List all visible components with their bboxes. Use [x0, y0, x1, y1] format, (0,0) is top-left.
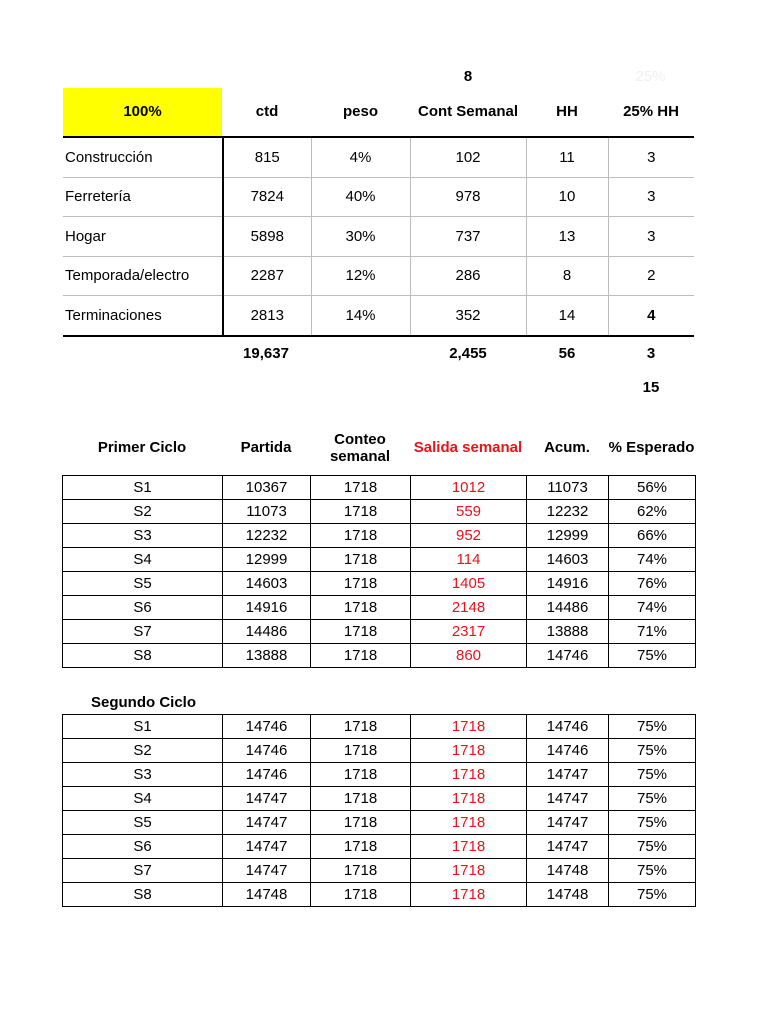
conteo-cell: 1718 — [311, 572, 411, 596]
partida-cell: 13888 — [223, 644, 311, 668]
table-row — [63, 596, 696, 620]
ctd-value: 5898 — [223, 217, 311, 257]
cont-value: 978 — [410, 177, 526, 217]
header-hh: HH — [556, 103, 578, 120]
salida-cell: 2317 — [411, 620, 527, 644]
partida-cell: 14747 — [223, 859, 311, 883]
peso-value: 30% — [311, 217, 410, 257]
segundo-ciclo-table — [62, 714, 696, 907]
hh25-value: 2 — [608, 256, 694, 296]
hh-value: 13 — [526, 217, 608, 257]
salida-cell: 1012 — [411, 476, 527, 500]
acum-cell: 14747 — [527, 787, 609, 811]
week-cell: S6 — [63, 835, 223, 859]
table-row — [63, 883, 696, 907]
week-cell: S1 — [63, 476, 223, 500]
category-row — [63, 296, 694, 336]
week-cell: S6 — [63, 596, 223, 620]
cont-value: 102 — [410, 137, 526, 177]
header-100-percent: 100% — [63, 88, 222, 136]
week-cell: S2 — [63, 739, 223, 763]
category-name: Construcción — [63, 137, 223, 177]
partida-cell: 14916 — [223, 596, 311, 620]
category-row — [63, 217, 694, 257]
hh25-value: 4 — [608, 296, 694, 336]
esperado-cell: 56% — [609, 476, 696, 500]
hh25-value: 3 — [608, 137, 694, 177]
header-cont-semanal: Cont Semanal — [417, 103, 519, 120]
header-primer-ciclo: Primer Ciclo — [97, 439, 187, 456]
acum-cell: 14747 — [527, 811, 609, 835]
ctd-value: 2813 — [223, 296, 311, 336]
table-row — [63, 859, 696, 883]
acum-cell: 14486 — [527, 596, 609, 620]
conteo-cell: 1718 — [311, 476, 411, 500]
hh25-value: 3 — [608, 217, 694, 257]
salida-cell: 2148 — [411, 596, 527, 620]
conteo-cell: 1718 — [311, 524, 411, 548]
week-cell: S4 — [63, 548, 223, 572]
week-cell: S2 — [63, 500, 223, 524]
salida-cell: 114 — [411, 548, 527, 572]
header-25-hh: 25% HH — [623, 103, 679, 120]
category-name: Temporada/electro — [63, 256, 223, 296]
conteo-cell: 1718 — [311, 883, 411, 907]
salida-cell: 1718 — [411, 715, 527, 739]
weeks-value: 8 — [463, 68, 473, 85]
segundo-ciclo-label: Segundo Ciclo — [91, 694, 196, 711]
acum-cell: 14603 — [527, 548, 609, 572]
esperado-cell: 75% — [609, 715, 696, 739]
peso-value: 40% — [311, 177, 410, 217]
esperado-cell: 74% — [609, 548, 696, 572]
cont-value: 737 — [410, 217, 526, 257]
week-cell: S5 — [63, 811, 223, 835]
header-peso: peso — [342, 103, 378, 120]
week-cell: S7 — [63, 859, 223, 883]
esperado-cell: 71% — [609, 620, 696, 644]
table-row — [63, 763, 696, 787]
header-conteo-semanal — [310, 431, 410, 465]
total-25-hh: 3 — [646, 345, 656, 362]
hh-value: 8 — [526, 256, 608, 296]
conteo-cell: 1718 — [311, 763, 411, 787]
partida-cell: 14748 — [223, 883, 311, 907]
category-row — [63, 177, 694, 217]
week-cell: S7 — [63, 620, 223, 644]
total-hh: 56 — [558, 345, 576, 362]
week-cell: S8 — [63, 883, 223, 907]
esperado-cell: 75% — [609, 644, 696, 668]
category-name: Ferretería — [63, 177, 223, 217]
table-row — [63, 524, 696, 548]
category-name: Hogar — [63, 217, 223, 257]
category-row — [63, 256, 694, 296]
partida-cell: 12232 — [223, 524, 311, 548]
partida-cell: 14747 — [223, 835, 311, 859]
partida-cell: 14747 — [223, 811, 311, 835]
partida-cell: 14746 — [223, 763, 311, 787]
esperado-cell: 76% — [609, 572, 696, 596]
salida-cell: 1718 — [411, 811, 527, 835]
salida-cell: 860 — [411, 644, 527, 668]
conteo-cell: 1718 — [311, 787, 411, 811]
header-salida-semanal: Salida semanal — [413, 439, 523, 456]
partida-cell: 14746 — [223, 715, 311, 739]
esperado-cell: 75% — [609, 883, 696, 907]
conteo-cell: 1718 — [311, 500, 411, 524]
partida-cell: 11073 — [223, 500, 311, 524]
esperado-cell: 75% — [609, 859, 696, 883]
header-conteo-line1: Conteo — [334, 431, 386, 448]
total-ctd: 19,637 — [243, 345, 289, 362]
peso-value: 12% — [311, 256, 410, 296]
conteo-cell: 1718 — [311, 548, 411, 572]
table-row — [63, 620, 696, 644]
acum-cell: 12232 — [527, 500, 609, 524]
category-name: Terminaciones — [63, 296, 223, 336]
conteo-cell: 1718 — [311, 835, 411, 859]
ctd-value: 815 — [223, 137, 311, 177]
salida-cell: 1718 — [411, 763, 527, 787]
conteo-cell: 1718 — [311, 811, 411, 835]
salida-cell: 559 — [411, 500, 527, 524]
cont-value: 352 — [410, 296, 526, 336]
esperado-cell: 75% — [609, 787, 696, 811]
total-extra: 15 — [642, 379, 660, 396]
esperado-cell: 75% — [609, 739, 696, 763]
hh-value: 14 — [526, 296, 608, 336]
salida-cell: 1718 — [411, 787, 527, 811]
table-row — [63, 500, 696, 524]
header-conteo-line2: semanal — [329, 448, 391, 465]
conteo-cell: 1718 — [311, 715, 411, 739]
acum-cell: 13888 — [527, 620, 609, 644]
salida-cell: 1718 — [411, 883, 527, 907]
table-row — [63, 644, 696, 668]
conteo-cell: 1718 — [311, 644, 411, 668]
table-row — [63, 715, 696, 739]
table-row — [63, 811, 696, 835]
acum-cell: 14748 — [527, 859, 609, 883]
header-esperado: % Esperado — [608, 439, 695, 456]
week-cell: S3 — [63, 763, 223, 787]
conteo-cell: 1718 — [311, 596, 411, 620]
salida-cell: 1718 — [411, 739, 527, 763]
acum-cell: 14747 — [527, 763, 609, 787]
partida-cell: 14603 — [223, 572, 311, 596]
esperado-cell: 66% — [609, 524, 696, 548]
salida-cell: 1718 — [411, 859, 527, 883]
salida-cell: 952 — [411, 524, 527, 548]
category-row — [63, 137, 694, 177]
table-row — [63, 835, 696, 859]
header-partida: Partida — [240, 439, 292, 456]
salida-cell: 1405 — [411, 572, 527, 596]
table-row — [63, 548, 696, 572]
table-row — [63, 739, 696, 763]
table-row — [63, 787, 696, 811]
header-acum: Acum. — [544, 439, 590, 456]
conteo-cell: 1718 — [311, 739, 411, 763]
percent-ghost: 25% — [635, 68, 666, 85]
esperado-cell: 75% — [609, 811, 696, 835]
hh-value: 10 — [526, 177, 608, 217]
total-cont: 2,455 — [449, 345, 487, 362]
acum-cell: 14747 — [527, 835, 609, 859]
hh-value: 11 — [526, 137, 608, 177]
hh25-value: 3 — [608, 177, 694, 217]
peso-value: 4% — [311, 137, 410, 177]
cont-value: 286 — [410, 256, 526, 296]
partida-cell: 14486 — [223, 620, 311, 644]
table-row — [63, 572, 696, 596]
table-row — [63, 476, 696, 500]
acum-cell: 14746 — [527, 739, 609, 763]
partida-cell: 14747 — [223, 787, 311, 811]
week-cell: S5 — [63, 572, 223, 596]
esperado-cell: 75% — [609, 835, 696, 859]
partida-cell: 14746 — [223, 739, 311, 763]
ctd-value: 2287 — [223, 256, 311, 296]
acum-cell: 14748 — [527, 883, 609, 907]
acum-cell: 14746 — [527, 644, 609, 668]
acum-cell: 14916 — [527, 572, 609, 596]
esperado-cell: 62% — [609, 500, 696, 524]
ctd-value: 7824 — [223, 177, 311, 217]
conteo-cell: 1718 — [311, 859, 411, 883]
peso-value: 14% — [311, 296, 410, 336]
acum-cell: 11073 — [527, 476, 609, 500]
esperado-cell: 75% — [609, 763, 696, 787]
primer-ciclo-table — [62, 475, 696, 668]
week-cell: S1 — [63, 715, 223, 739]
esperado-cell: 74% — [609, 596, 696, 620]
salida-cell: 1718 — [411, 835, 527, 859]
top-table-header — [63, 88, 694, 136]
acum-cell: 12999 — [527, 524, 609, 548]
partida-cell: 10367 — [223, 476, 311, 500]
week-cell: S3 — [63, 524, 223, 548]
acum-cell: 14746 — [527, 715, 609, 739]
conteo-cell: 1718 — [311, 620, 411, 644]
category-table — [63, 136, 694, 337]
week-cell: S4 — [63, 787, 223, 811]
header-ctd: ctd — [255, 103, 279, 120]
week-cell: S8 — [63, 644, 223, 668]
partida-cell: 12999 — [223, 548, 311, 572]
